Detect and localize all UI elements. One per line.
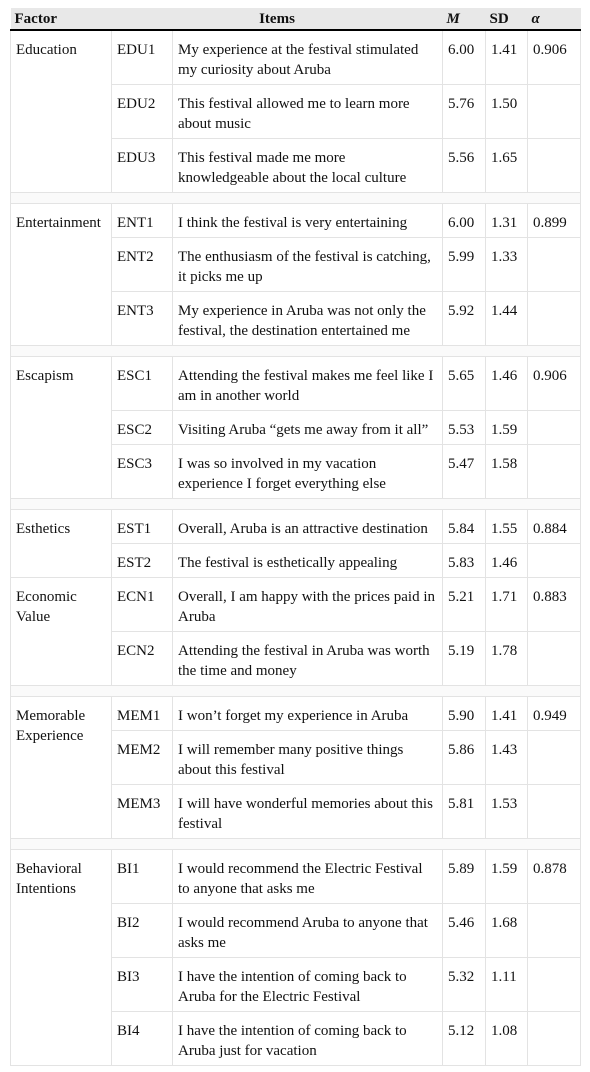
item-mean: 5.89 xyxy=(443,850,486,904)
item-sd: 1.65 xyxy=(486,139,528,193)
item-mean: 5.65 xyxy=(443,357,486,411)
group-spacer-row xyxy=(11,839,581,850)
item-mean: 5.53 xyxy=(443,411,486,445)
item-mean: 5.76 xyxy=(443,85,486,139)
item-code: BI2 xyxy=(112,904,173,958)
item-code: MEM2 xyxy=(112,731,173,785)
group-spacer-row xyxy=(11,499,581,510)
factor-alpha: 0.899 xyxy=(528,204,581,238)
item-code: MEM1 xyxy=(112,697,173,731)
item-mean: 5.99 xyxy=(443,238,486,292)
alpha-empty-cell xyxy=(528,544,581,578)
item-mean: 5.92 xyxy=(443,292,486,346)
item-code: ENT3 xyxy=(112,292,173,346)
item-sd: 1.50 xyxy=(486,85,528,139)
item-sd: 1.11 xyxy=(486,958,528,1012)
item-mean: 5.81 xyxy=(443,785,486,839)
alpha-empty-cell xyxy=(528,238,581,292)
item-sd: 1.46 xyxy=(486,357,528,411)
item-code: ESC2 xyxy=(112,411,173,445)
item-sd: 1.68 xyxy=(486,904,528,958)
item-code: BI4 xyxy=(112,1012,173,1066)
item-text: I have the intention of coming back to Aruba for the Electric Festival xyxy=(173,958,443,1012)
item-text: Visiting Aruba “gets me away from it all” xyxy=(173,411,443,445)
item-mean: 5.84 xyxy=(443,510,486,544)
item-code: BI1 xyxy=(112,850,173,904)
item-mean: 5.90 xyxy=(443,697,486,731)
table-body xyxy=(11,30,581,1066)
item-code: ECN2 xyxy=(112,632,173,686)
alpha-empty-cell xyxy=(528,1012,581,1066)
item-sd: 1.08 xyxy=(486,1012,528,1066)
item-text: Attending the festival in Aruba was worth the time and money xyxy=(173,632,443,686)
alpha-empty-cell xyxy=(528,958,581,1012)
item-text: The festival is esthetically appealing xyxy=(173,544,443,578)
item-sd: 1.78 xyxy=(486,632,528,686)
item-text: I won’t forget my experience in Aruba xyxy=(173,697,443,731)
table-row xyxy=(11,578,581,632)
item-sd: 1.41 xyxy=(486,30,528,85)
item-mean: 5.12 xyxy=(443,1012,486,1066)
header-items: Items xyxy=(112,8,443,30)
alpha-empty-cell xyxy=(528,632,581,686)
item-code: ESC3 xyxy=(112,445,173,499)
item-code: ESC1 xyxy=(112,357,173,411)
header-factor: Factor xyxy=(11,8,112,30)
item-text: I was so involved in my vacation experience I forget everything else xyxy=(173,445,443,499)
table-row xyxy=(11,204,581,238)
alpha-empty-cell xyxy=(528,292,581,346)
item-text: This festival made me more knowledgeable about the local culture xyxy=(173,139,443,193)
item-text: This festival allowed me to learn more about music xyxy=(173,85,443,139)
factor-name: Memorable Experience xyxy=(11,697,112,839)
item-sd: 1.31 xyxy=(486,204,528,238)
alpha-empty-cell xyxy=(528,904,581,958)
header-alpha: α xyxy=(528,8,581,30)
alpha-empty-cell xyxy=(528,411,581,445)
item-code: EST2 xyxy=(112,544,173,578)
item-code: MEM3 xyxy=(112,785,173,839)
item-text: I will have wonderful memories about this festival xyxy=(173,785,443,839)
item-text: The enthusiasm of the festival is catching, it picks me up xyxy=(173,238,443,292)
item-code: ENT2 xyxy=(112,238,173,292)
item-text: Overall, Aruba is an attractive destination xyxy=(173,510,443,544)
item-code: EDU2 xyxy=(112,85,173,139)
table-row xyxy=(11,850,581,904)
item-mean: 5.47 xyxy=(443,445,486,499)
item-text: My experience in Aruba was not only the festival, the destination entertained me xyxy=(173,292,443,346)
group-spacer xyxy=(11,686,581,697)
item-sd: 1.53 xyxy=(486,785,528,839)
factor-alpha: 0.906 xyxy=(528,357,581,411)
item-text: I think the festival is very entertaining xyxy=(173,204,443,238)
factor-name: Economic Value xyxy=(11,578,112,686)
item-sd: 1.43 xyxy=(486,731,528,785)
item-text: I will remember many positive things about this festival xyxy=(173,731,443,785)
factor-alpha: 0.949 xyxy=(528,697,581,731)
item-text: I would recommend the Electric Festival to anyone that asks me xyxy=(173,850,443,904)
item-code: EDU1 xyxy=(112,30,173,85)
table-row xyxy=(11,510,581,544)
group-spacer xyxy=(11,193,581,204)
item-mean: 5.83 xyxy=(443,544,486,578)
factor-alpha: 0.884 xyxy=(528,510,581,544)
table-row xyxy=(11,30,581,85)
factor-name: Behavioral Intentions xyxy=(11,850,112,1066)
item-mean: 5.86 xyxy=(443,731,486,785)
header-row xyxy=(11,8,581,30)
item-sd: 1.46 xyxy=(486,544,528,578)
header-mean: M xyxy=(443,8,486,30)
item-text: I would recommend Aruba to anyone that asks me xyxy=(173,904,443,958)
group-spacer xyxy=(11,499,581,510)
factor-alpha: 0.878 xyxy=(528,850,581,904)
item-sd: 1.59 xyxy=(486,411,528,445)
item-sd: 1.58 xyxy=(486,445,528,499)
item-mean: 5.21 xyxy=(443,578,486,632)
factor-name: Esthetics xyxy=(11,510,112,578)
factor-name: Education xyxy=(11,30,112,193)
item-text: Overall, I am happy with the prices paid in Aruba xyxy=(173,578,443,632)
factor-items-table xyxy=(10,8,581,1066)
item-sd: 1.41 xyxy=(486,697,528,731)
item-mean: 5.56 xyxy=(443,139,486,193)
table-row xyxy=(11,697,581,731)
item-sd: 1.59 xyxy=(486,850,528,904)
item-code: ENT1 xyxy=(112,204,173,238)
alpha-empty-cell xyxy=(528,85,581,139)
item-sd: 1.55 xyxy=(486,510,528,544)
alpha-empty-cell xyxy=(528,785,581,839)
alpha-empty-cell xyxy=(528,731,581,785)
header-sd: SD xyxy=(486,8,528,30)
item-code: ECN1 xyxy=(112,578,173,632)
group-spacer xyxy=(11,346,581,357)
group-spacer xyxy=(11,839,581,850)
alpha-empty-cell xyxy=(528,139,581,193)
item-mean: 5.46 xyxy=(443,904,486,958)
item-sd: 1.33 xyxy=(486,238,528,292)
group-spacer-row xyxy=(11,686,581,697)
item-code: EST1 xyxy=(112,510,173,544)
item-mean: 6.00 xyxy=(443,204,486,238)
item-text: I have the intention of coming back to Aruba just for vacation xyxy=(173,1012,443,1066)
item-sd: 1.71 xyxy=(486,578,528,632)
alpha-empty-cell xyxy=(528,445,581,499)
group-spacer-row xyxy=(11,193,581,204)
item-sd: 1.44 xyxy=(486,292,528,346)
factor-name: Entertainment xyxy=(11,204,112,346)
table-container xyxy=(10,8,580,1066)
item-code: BI3 xyxy=(112,958,173,1012)
item-mean: 6.00 xyxy=(443,30,486,85)
group-spacer-row xyxy=(11,346,581,357)
item-code: EDU3 xyxy=(112,139,173,193)
table-header xyxy=(11,8,581,30)
item-text: Attending the festival makes me feel like I am in another world xyxy=(173,357,443,411)
item-text: My experience at the festival stimulated my curiosity about Aruba xyxy=(173,30,443,85)
factor-alpha: 0.883 xyxy=(528,578,581,632)
factor-name: Escapism xyxy=(11,357,112,499)
item-mean: 5.32 xyxy=(443,958,486,1012)
item-mean: 5.19 xyxy=(443,632,486,686)
factor-alpha: 0.906 xyxy=(528,30,581,85)
table-row xyxy=(11,357,581,411)
